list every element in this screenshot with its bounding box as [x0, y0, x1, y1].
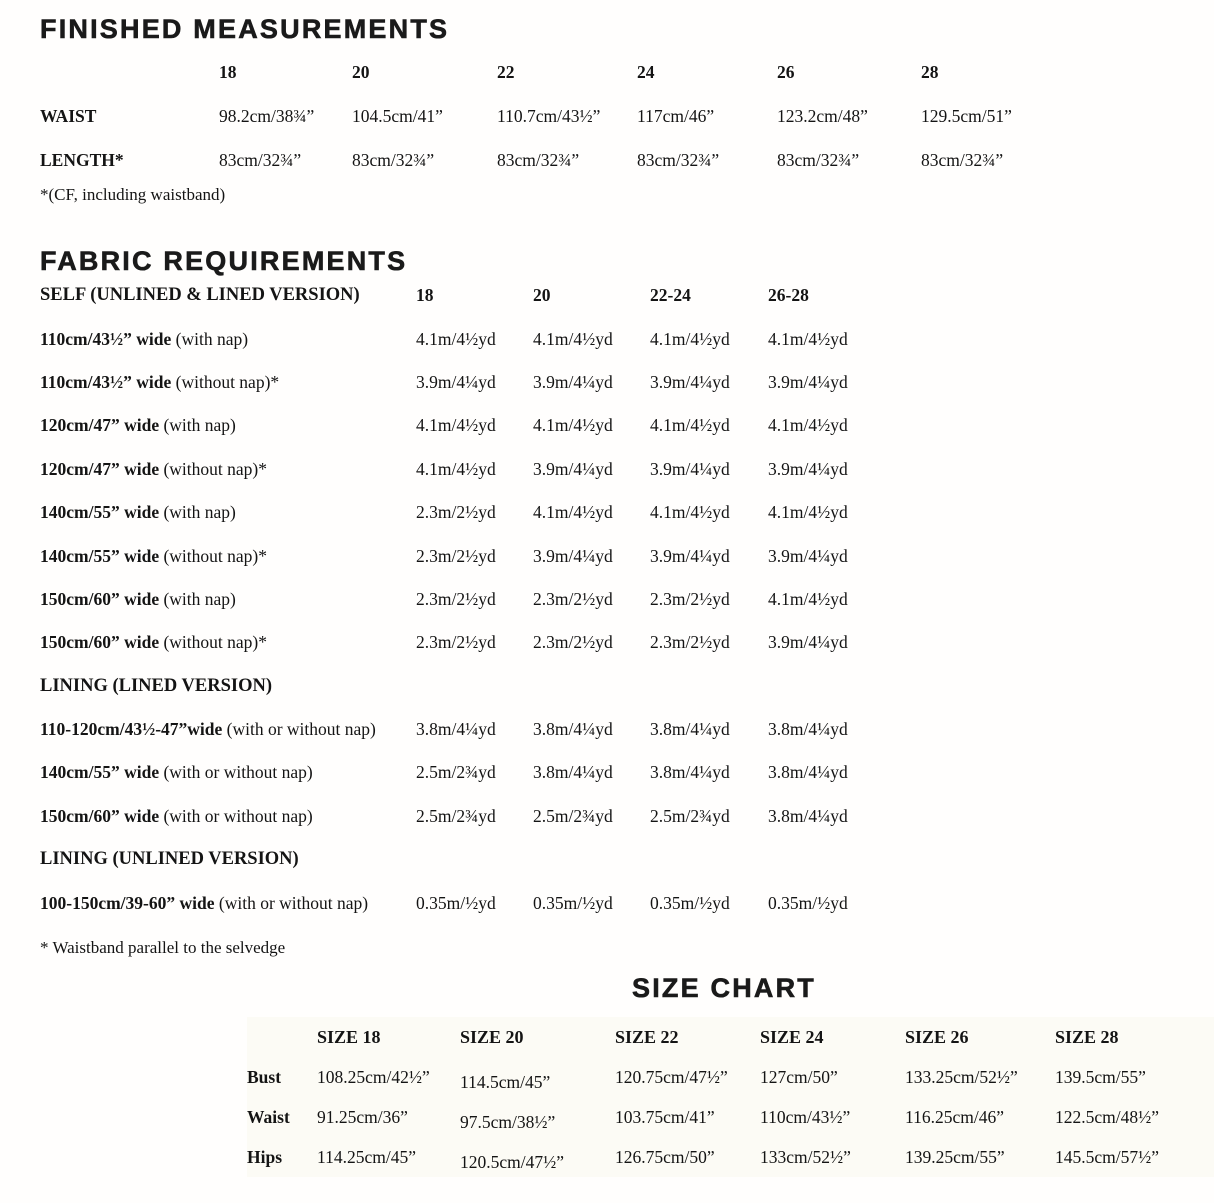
size-header: SIZE 18	[317, 1026, 381, 1047]
fabric-row	[40, 751, 1214, 794]
fabric-row	[40, 317, 1214, 360]
measurement-cell: 120.75cm/47½”	[615, 1066, 728, 1087]
table-row-waist	[247, 1097, 1214, 1137]
yardage-cell: 2.3m/2½yd	[416, 502, 496, 523]
yardage-cell: 0.35m/½yd	[768, 892, 848, 913]
yardage-cell: 4.1m/4½yd	[768, 328, 848, 349]
yardage-cell: 2.3m/2½yd	[416, 588, 496, 609]
fabric-row	[40, 534, 1214, 577]
size-header: 20	[533, 285, 551, 306]
fabric-row	[40, 361, 1214, 404]
measurement-cell: 126.75cm/50”	[615, 1146, 715, 1167]
measurement-cell: 133.25cm/52½”	[905, 1066, 1018, 1087]
yardage-cell: 4.1m/4½yd	[650, 415, 730, 436]
fabric-requirements-title: FABRIC REQUIREMENTS	[40, 246, 408, 276]
fabric-row	[40, 621, 1214, 664]
measurement-cell: 133cm/52½”	[760, 1146, 851, 1167]
size-header: SIZE 20	[460, 1026, 524, 1047]
measurement-cell: 139.5cm/55”	[1055, 1066, 1146, 1087]
measurement-cell: 120.5cm/47½”	[460, 1151, 565, 1172]
yardage-cell: 2.3m/2½yd	[533, 588, 613, 609]
fabric-row-label: 100-150cm/39-60” wide (with or without nap)	[40, 892, 369, 913]
measurement-cell: 139.25cm/55”	[905, 1146, 1005, 1167]
self-header-row	[40, 274, 1214, 317]
fabric-row-label: 110cm/43½” wide (without nap)*	[40, 371, 280, 392]
yardage-cell: 3.9m/4¼yd	[416, 371, 496, 392]
yardage-cell: 2.3m/2½yd	[416, 632, 496, 653]
yardage-cell: 3.9m/4¼yd	[533, 371, 613, 392]
measurement-cell: 83cm/32¾”	[497, 149, 580, 170]
yardage-cell: 3.8m/4¼yd	[650, 719, 730, 740]
yardage-cell: 3.8m/4¼yd	[768, 719, 848, 740]
yardage-cell: 0.35m/½yd	[533, 892, 613, 913]
yardage-cell: 3.9m/4¼yd	[650, 371, 730, 392]
size-header: 18	[416, 285, 434, 306]
yardage-cell: 4.1m/4½yd	[768, 588, 848, 609]
finished-measurements-footnote: *(CF, including waistband)	[40, 185, 226, 204]
table-row-length	[40, 138, 1214, 182]
yardage-cell: 4.1m/4½yd	[533, 502, 613, 523]
measurement-cell: 122.5cm/48½”	[1055, 1106, 1160, 1127]
group-heading-lining-lined: LINING (LINED VERSION)	[40, 675, 272, 696]
yardage-cell: 4.1m/4½yd	[768, 415, 848, 436]
measurement-cell: 104.5cm/41”	[352, 105, 443, 126]
yardage-cell: 2.5m/2¾yd	[533, 805, 613, 826]
fabric-row-label: 140cm/55” wide (with nap)	[40, 502, 236, 523]
row-label: Bust	[247, 1066, 282, 1087]
yardage-cell: 4.1m/4½yd	[416, 458, 496, 479]
fabric-row	[40, 795, 1214, 838]
group-heading-lining-unlined: LINING (UNLINED VERSION)	[40, 849, 299, 870]
measurement-cell: 108.25cm/42½”	[317, 1066, 430, 1087]
yardage-cell: 0.35m/½yd	[650, 892, 730, 913]
size-header-row	[40, 50, 1214, 94]
size-header: 20	[352, 61, 370, 82]
fabric-row-label: 150cm/60” wide (without nap)*	[40, 632, 267, 653]
yardage-cell: 3.9m/4¼yd	[650, 545, 730, 566]
measurement-cell: 114.25cm/45”	[317, 1146, 416, 1167]
measurement-cell: 83cm/32¾”	[637, 149, 720, 170]
yardage-cell: 2.3m/2½yd	[533, 632, 613, 653]
yardage-cell: 3.8m/4¼yd	[768, 805, 848, 826]
fabric-row	[40, 491, 1214, 534]
yardage-cell: 3.9m/4¼yd	[533, 458, 613, 479]
measurement-cell: 103.75cm/41”	[615, 1106, 715, 1127]
yardage-cell: 3.9m/4¼yd	[768, 458, 848, 479]
yardage-cell: 3.9m/4¼yd	[768, 545, 848, 566]
yardage-cell: 4.1m/4½yd	[416, 415, 496, 436]
yardage-cell: 2.5m/2¾yd	[416, 762, 496, 783]
fabric-row-label: 110-120cm/43½-47”wide (with or without nap)	[40, 719, 376, 740]
table-row-bust	[247, 1057, 1214, 1097]
measurement-cell: 110.7cm/43½”	[497, 105, 601, 126]
fabric-requirements-footnote: * Waistband parallel to the selvedge	[40, 937, 286, 957]
fabric-row-label: 120cm/47” wide (without nap)*	[40, 458, 267, 479]
fabric-row	[40, 708, 1214, 751]
fabric-row-label: 140cm/55” wide (without nap)*	[40, 545, 267, 566]
table-row-hips	[247, 1137, 1214, 1177]
size-chart-section	[0, 958, 1214, 1177]
measurement-cell: 123.2cm/48”	[777, 105, 868, 126]
fabric-row	[40, 578, 1214, 621]
yardage-cell: 4.1m/4½yd	[650, 328, 730, 349]
yardage-cell: 4.1m/4½yd	[416, 328, 496, 349]
yardage-cell: 3.9m/4¼yd	[533, 545, 613, 566]
yardage-cell: 3.8m/4¼yd	[416, 719, 496, 740]
yardage-cell: 4.1m/4½yd	[533, 328, 613, 349]
measurement-cell: 116.25cm/46”	[905, 1106, 1004, 1127]
yardage-cell: 3.9m/4¼yd	[768, 371, 848, 392]
group-heading-lining-lined-row	[40, 665, 1214, 708]
yardage-cell: 2.5m/2¾yd	[650, 805, 730, 826]
finished-measurements-table	[40, 50, 1214, 182]
size-header: SIZE 22	[615, 1026, 679, 1047]
finished-measurements-title: FINISHED MEASUREMENTS	[40, 14, 450, 44]
fabric-requirements-section	[0, 240, 1214, 959]
measurement-cell: 83cm/32¾”	[921, 149, 1004, 170]
yardage-cell: 2.3m/2½yd	[650, 588, 730, 609]
size-chart-table	[247, 1017, 1214, 1177]
size-header: 22	[497, 61, 515, 82]
yardage-cell: 4.1m/4½yd	[768, 502, 848, 523]
measurement-cell: 117cm/46”	[637, 105, 715, 126]
yardage-cell: 3.9m/4¼yd	[650, 458, 730, 479]
size-header: 24	[637, 61, 655, 82]
row-label: Waist	[247, 1106, 290, 1127]
size-header: SIZE 28	[1055, 1026, 1119, 1047]
row-label: WAIST	[40, 105, 97, 126]
fabric-row-label: 120cm/47” wide (with nap)	[40, 415, 236, 436]
size-chart-title: SIZE CHART	[632, 973, 816, 1003]
measurement-cell: 83cm/32¾”	[219, 149, 302, 170]
row-label: Hips	[247, 1146, 283, 1167]
yardage-cell: 4.1m/4½yd	[650, 502, 730, 523]
group-heading-lining-unlined-row	[40, 838, 1214, 881]
measurement-cell: 97.5cm/38½”	[460, 1111, 556, 1132]
yardage-cell: 3.8m/4¼yd	[768, 762, 848, 783]
fabric-row-label: 150cm/60” wide (with or without nap)	[40, 805, 313, 826]
fabric-row	[40, 448, 1214, 491]
finished-measurements-section	[0, 0, 1214, 206]
size-header: 26	[777, 61, 795, 82]
yardage-cell: 3.9m/4¼yd	[768, 632, 848, 653]
size-header: 28	[921, 61, 939, 82]
group-heading-self: SELF (UNLINED & LINED VERSION)	[40, 285, 360, 306]
measurement-cell: 110cm/43½”	[760, 1106, 851, 1127]
table-row-waist	[40, 94, 1214, 138]
yardage-cell: 2.5m/2¾yd	[416, 805, 496, 826]
measurement-cell: 98.2cm/38¾”	[219, 105, 315, 126]
size-header: 26-28	[768, 285, 809, 306]
yardage-cell: 3.8m/4¼yd	[533, 719, 613, 740]
fabric-row-label: 110cm/43½” wide (with nap)	[40, 328, 249, 349]
fabric-row	[40, 404, 1214, 447]
measurement-cell: 114.5cm/45”	[460, 1071, 551, 1092]
measurement-cell: 127cm/50”	[760, 1066, 838, 1087]
yardage-cell: 3.8m/4¼yd	[650, 762, 730, 783]
fabric-row	[40, 881, 1214, 924]
size-header-row	[247, 1017, 1214, 1057]
measurement-cell: 83cm/32¾”	[777, 149, 860, 170]
size-header: 22-24	[650, 285, 691, 306]
measurement-cell: 145.5cm/57½”	[1055, 1146, 1160, 1167]
fabric-row-label: 140cm/55” wide (with or without nap)	[40, 762, 313, 783]
fabric-row-label: 150cm/60” wide (with nap)	[40, 588, 236, 609]
yardage-cell: 2.3m/2½yd	[416, 545, 496, 566]
yardage-cell: 4.1m/4½yd	[533, 415, 613, 436]
size-header: SIZE 26	[905, 1026, 969, 1047]
fabric-requirements-table	[40, 274, 1214, 925]
measurement-cell: 91.25cm/36”	[317, 1106, 408, 1127]
size-header: 18	[219, 61, 237, 82]
measurement-cell: 129.5cm/51”	[921, 105, 1012, 126]
yardage-cell: 3.8m/4¼yd	[533, 762, 613, 783]
size-header: SIZE 24	[760, 1026, 824, 1047]
yardage-cell: 0.35m/½yd	[416, 892, 496, 913]
row-label: LENGTH*	[40, 149, 124, 170]
measurement-cell: 83cm/32¾”	[352, 149, 435, 170]
yardage-cell: 2.3m/2½yd	[650, 632, 730, 653]
